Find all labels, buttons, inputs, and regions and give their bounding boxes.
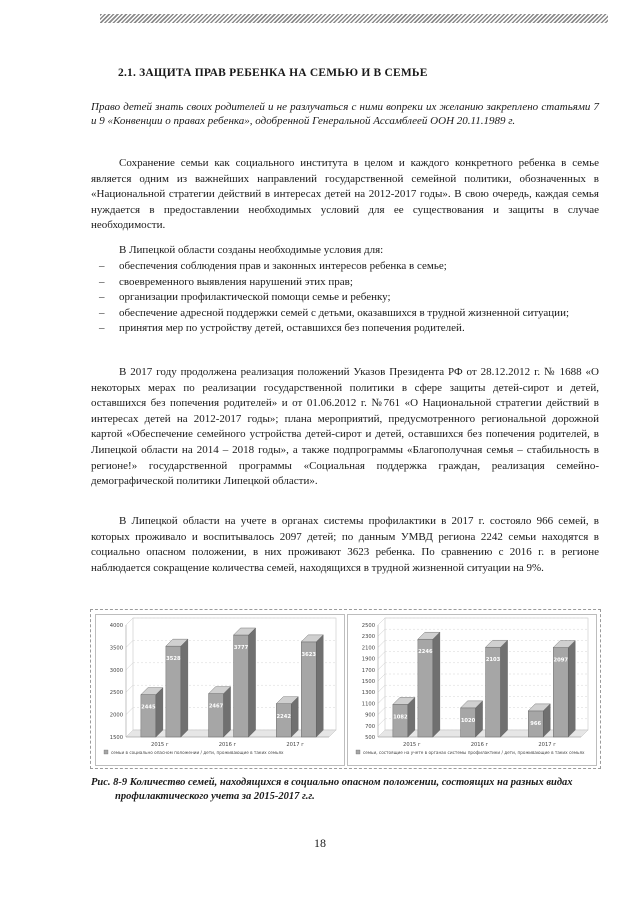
y-tick-label: 500 bbox=[365, 735, 375, 741]
y-tick-label: 2300 bbox=[361, 634, 375, 641]
list-item-text: принятия мер по устройству детей, оставшихся без попечения родителей. bbox=[119, 322, 465, 335]
y-tick-label: 1300 bbox=[361, 690, 375, 697]
list-item bbox=[91, 290, 599, 306]
gridline-depth bbox=[126, 663, 133, 670]
y-tick-label: 4000 bbox=[109, 623, 123, 629]
bar-семьи bbox=[276, 704, 291, 737]
x-tick-label: 2015 г bbox=[151, 742, 169, 748]
list-dash: – bbox=[99, 291, 105, 304]
legend-swatch bbox=[104, 750, 108, 754]
list-item-text: обеспечения соблюдения прав и законных интересов ребенка в семье; bbox=[119, 260, 447, 272]
bar-семьи bbox=[209, 694, 224, 737]
paragraph-decrees: В 2017 году продолжена реализация положений Указов Президента РФ от 28.12.2012 г. № 1688 «О некоторых мерах по реализации государственной политики в сфере защиты детей-сирот и детей, оставшихся без попечения родителей» и от 01.06.2012 г. №761 «О Национальной стратегии действий в интересах детей на 2012-2017 годы»; плана мероприятий, предусмотренного региональной дорожной картой «Обеспечение семейного устройства детей-сирот и детей, оставшихся без попечения родителей, в Липецкой области на 2014 – 2018 годы», а также подпрограммы «Благополучная семья – стабильность в регионе!» государственной программы «Социальная поддержка граждан, реализация семейно-демографической политики Липецкой области». bbox=[91, 366, 599, 488]
gridline-depth bbox=[126, 708, 133, 715]
bar-value-label: 1082 bbox=[393, 714, 408, 721]
chart-families-danger bbox=[95, 614, 345, 766]
paragraph-family-policy-text: Сохранение семьи как социального института в целом и каждого конкретного ребенка в семье является одним из важнейших направлений государственной семейной политики, обозначенных в «Национальной стратегии действий в интересах детей на 2012-2017 годы». В свою очередь, каждая семья нуждается в предоставлении необходимых условий для ее существования и защиты в случае необходимости. bbox=[91, 157, 599, 232]
chart-svg-families-danger bbox=[96, 615, 344, 765]
top-decorative-band bbox=[100, 14, 608, 23]
bar-value-label: 2445 bbox=[141, 704, 156, 711]
gridline-depth bbox=[378, 629, 385, 636]
x-tick-label: 2016 г bbox=[470, 742, 489, 748]
bar-side-дети bbox=[316, 635, 323, 737]
y-tick-label: 2000 bbox=[109, 712, 123, 719]
bar-side-дети bbox=[249, 628, 256, 737]
bar-value-label: 2467 bbox=[208, 703, 224, 710]
y-tick-label: 1100 bbox=[361, 701, 375, 708]
x-tick-label: 2017 г bbox=[286, 742, 304, 748]
x-tick-label: 2017 г bbox=[538, 742, 556, 748]
list-item-text: обеспечение адресной поддержки семей с детьми, оказавшихся в трудной жизненной ситуации; bbox=[119, 306, 570, 319]
page-number: 18 bbox=[314, 836, 326, 850]
x-tick-label: 2015 г bbox=[403, 742, 421, 748]
y-tick-label: 1500 bbox=[109, 735, 123, 741]
chart-svg-families-registered bbox=[348, 615, 596, 765]
y-tick-label: 700 bbox=[365, 723, 375, 730]
gridline-depth bbox=[378, 618, 385, 625]
bar-value-label: 3623 bbox=[301, 651, 316, 658]
y-tick-label: 900 bbox=[365, 712, 375, 719]
gridline-depth bbox=[126, 618, 133, 625]
y-tick-label: 1500 bbox=[361, 679, 375, 685]
gridline-depth bbox=[378, 719, 385, 726]
bar-семьи bbox=[393, 704, 408, 737]
legend-swatch bbox=[356, 750, 360, 754]
bar-семьи bbox=[141, 695, 156, 737]
y-tick-label: 2500 bbox=[361, 623, 375, 629]
list-item bbox=[91, 306, 599, 322]
gridline-depth bbox=[126, 640, 133, 647]
gridline-depth bbox=[378, 696, 385, 703]
epigraph: Право детей знать своих родителей и не разлучаться с ними вопреки их желанию закреплено статьями 7 и 9 «Конвенции о правах ребенка», одобренной Генеральной Ассамблеей ООН 20.11.1989 г. bbox=[91, 101, 599, 127]
list-dash: – bbox=[99, 322, 105, 335]
bar-value-label: 2242 bbox=[276, 713, 291, 720]
bar-side-дети bbox=[568, 641, 575, 737]
list-dash: – bbox=[99, 306, 105, 319]
list-item-text: организации профилактической помощи семье и ребенку; bbox=[119, 291, 391, 304]
bar-value-label: 2097 bbox=[553, 657, 568, 664]
caption-line-2: профилактического учета за 2015-2017 г.г. bbox=[115, 790, 315, 802]
bar-value-label: 966 bbox=[530, 720, 542, 727]
figure-frame bbox=[90, 609, 601, 769]
bar-value-label: 2103 bbox=[485, 657, 501, 664]
gridline-depth bbox=[378, 685, 385, 692]
list-item-text: своевременного выявления нарушений этих прав; bbox=[119, 275, 353, 288]
x-tick-label: 2016 г bbox=[218, 742, 237, 748]
bar-side-дети bbox=[433, 632, 440, 737]
bar-value-label: 1020 bbox=[460, 717, 476, 724]
list-dash: – bbox=[99, 260, 105, 272]
bar-value-label: 3777 bbox=[233, 644, 249, 651]
y-tick-label: 2100 bbox=[361, 645, 375, 652]
y-tick-label: 1900 bbox=[361, 656, 375, 663]
gridline-depth bbox=[378, 674, 385, 681]
gridline-depth bbox=[378, 652, 385, 659]
legend-text: семьи в социально опасном положении / дети, проживающие в таких семьях bbox=[111, 750, 284, 755]
paragraph-family-policy bbox=[91, 156, 599, 234]
bar-side-дети bbox=[181, 639, 188, 737]
conditions-list bbox=[91, 259, 599, 337]
list-item bbox=[91, 321, 599, 337]
y-tick-label: 2500 bbox=[109, 690, 123, 697]
caption-line-1: Рис. 8-9 Количество семей, находящихся в социально опасном положении, состоящих на разных видах bbox=[91, 777, 573, 788]
paragraph-conditions-intro: В Липецкой области созданы необходимые условия для: bbox=[119, 244, 384, 256]
gridline-depth bbox=[378, 708, 385, 715]
list-dash: – bbox=[99, 275, 105, 288]
gridline-depth bbox=[126, 685, 133, 692]
list-item bbox=[91, 275, 599, 291]
paragraph-statistics: В Липецкой области на учете в органах системы профилактики в 2017 г. состояло 966 семей, в которых проживало и воспитывалось 2097 детей; по данным УМВД региона 2242 семьи находятся в социально опасном положении, в них проживают 3623 ребенка. По сравнению с 2016 г. в регионе наблюдается сокращение количества семей, находящихся в трудной жизненной ситуации на 9%. bbox=[91, 515, 599, 574]
figure-caption bbox=[91, 776, 599, 803]
y-tick-label: 3500 bbox=[109, 645, 123, 652]
bar-value-label: 3528 bbox=[166, 656, 181, 663]
legend-text: семьи, состоящие на учете в органах системы профилактики / дети, проживающие в таких семьях bbox=[363, 750, 585, 755]
gridline-depth bbox=[378, 663, 385, 670]
y-tick-label: 1700 bbox=[361, 667, 375, 674]
chart-families-registered bbox=[347, 614, 597, 766]
section-heading: 2.1. ЗАЩИТА ПРАВ РЕБЕНКА НА СЕМЬЮ И В СЕМЬЕ bbox=[118, 67, 428, 79]
bar-side-семьи bbox=[224, 687, 231, 737]
bar-value-label: 2246 bbox=[418, 649, 433, 656]
y-tick-label: 3000 bbox=[109, 667, 123, 674]
bar-side-семьи bbox=[156, 688, 163, 737]
list-item bbox=[91, 259, 599, 275]
gridline-depth bbox=[378, 640, 385, 647]
bar-side-дети bbox=[501, 640, 508, 737]
